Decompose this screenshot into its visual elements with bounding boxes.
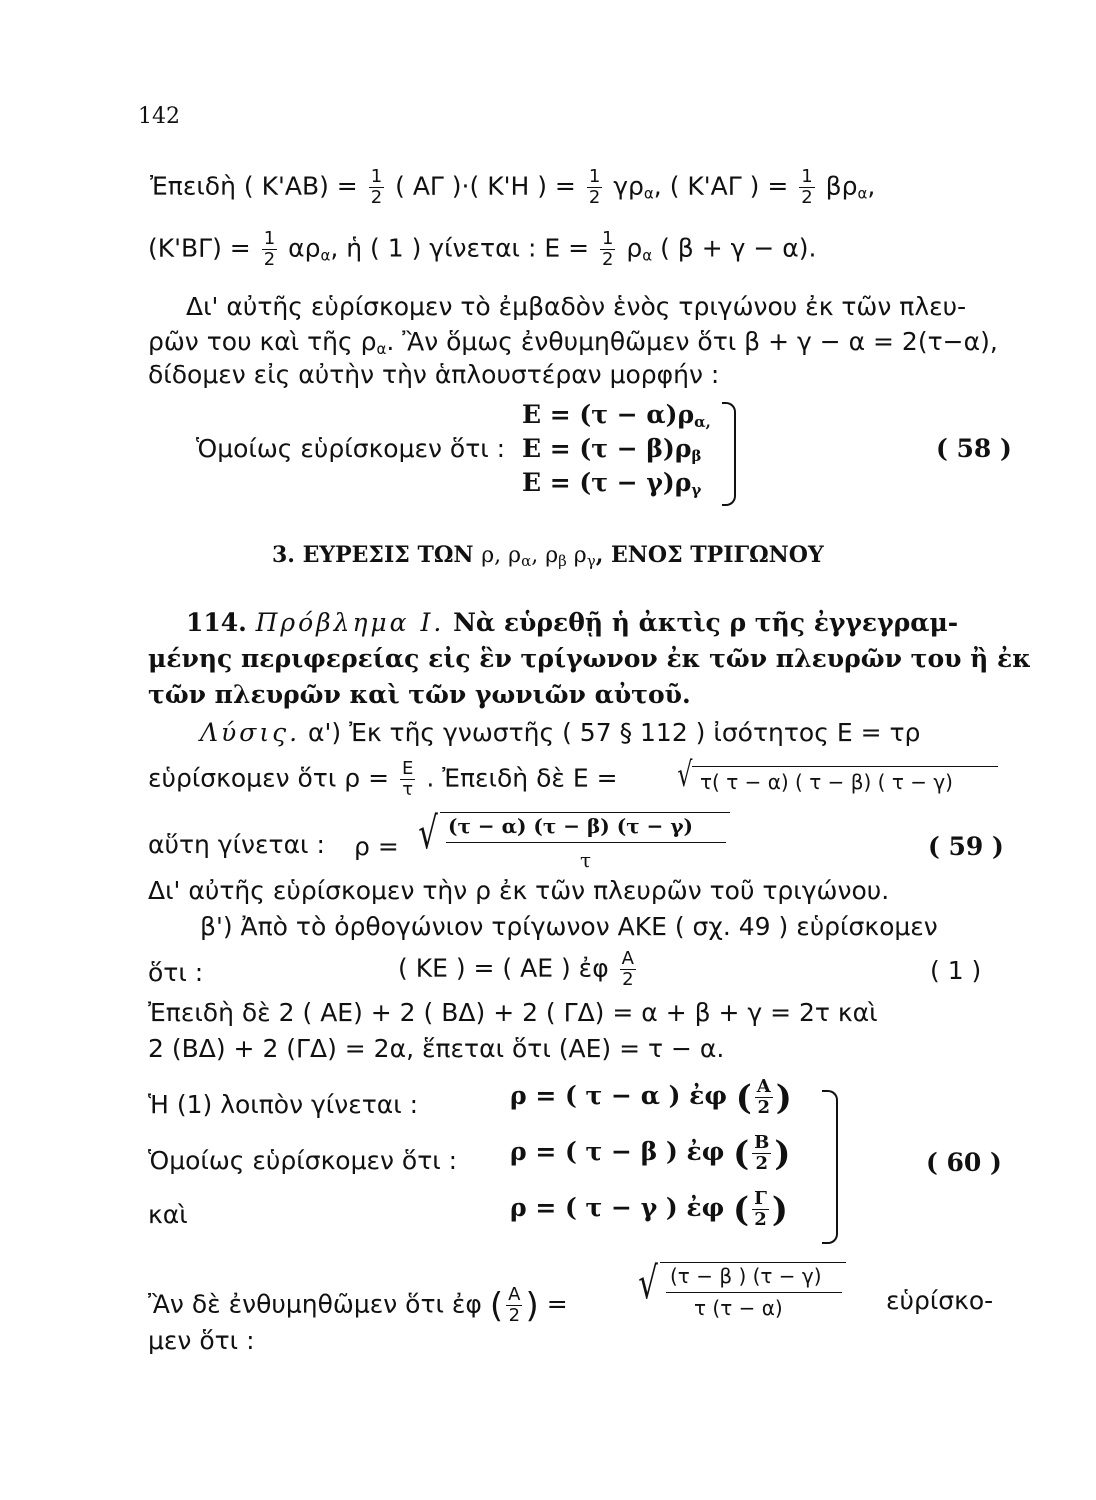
eq58-tag: ( 58 ) [936,434,1012,463]
solution-line-8: 2 (ΒΔ) + 2 (ΓΔ) = 2α, ἕπεται ὅτι (ΑΕ) = τ − α. [148,1034,725,1063]
brace [722,402,736,506]
formula-59-denominator: τ [580,848,592,872]
eq60-lead-1: Ἡ (1) λοιπὸν γίνεται : [148,1090,419,1119]
solution-line-4: Δι' αὐτῆς εὑρίσκομεν τὴν ρ ἐκ τῶν πλευρῶν τοῦ τριγώνου. [148,876,890,905]
solution-line-1: Λύσις. α') Ἐκ τῆς γνωστῆς ( 57 § 112 ) ἰσότητος Ε = τρ [200,718,921,747]
solution-line-7: Ἐπειδὴ δὲ 2 ( ΑΕ) + 2 ( ΒΔ) + 2 ( ΓΔ) = α + β + γ = 2τ καὶ [148,998,878,1027]
paragraph-line: δίδομεν εἰς αὐτὴν τὴν ἁπλουστέραν μορφήν : [148,360,720,389]
sqrt-symbol: √ [638,1258,658,1309]
radical-bar [660,1262,846,1263]
final-radical-denominator: τ (τ − α) [694,1296,783,1320]
rho-equals: ρ = [354,832,399,861]
eq58-row-1: $E = (\tau - \alpha)\rho_{\alpha,}$ [522,400,711,431]
eq58-row-2: $E = (\tau - \beta)\rho_\beta$ [522,434,702,465]
sqrt-symbol: √ [677,755,693,795]
solution-line-3: αὕτη γίνεται : [148,830,325,859]
fraction-bar [446,842,726,843]
final-line-1: Ἂν δὲ ἐνθυμηθῶμεν ὅτι ἐφ ( $\frac{A}{2}$ ) = [148,1284,568,1326]
solution-line-5: β') Ἀπὸ τὸ ὀρθογώνιον τρίγωνον ΑΚΕ ( σχ. 49 ) εὑρίσκομεν [200,912,938,941]
fraction-bar [666,1292,842,1293]
sqrt-symbol: √ [418,808,438,859]
equation-line-2: (Κ'ΒΓ) = $\frac{1}{2}$ $\alpha\rho_\alpha$, ἡ ( 1 ) γίνεται : Ε = $\frac{1}{2}$ $\rho_\alpha$ ( β + γ − α). [148,228,817,270]
page-number: 142 [138,104,180,129]
eq60-row-2: ρ = ( τ − β ) ἐφ ( $\frac{B}{2}$ ) [510,1132,791,1174]
problem-line-1: 114. Πρόβλημα Ι. Νὰ εὑρεθῇ ἡ ἀκτὶς ρ τῆς ἐγγεγραμ- [186,608,959,637]
solution-line-2: εὑρίσκομεν ὅτι ρ = $\frac{E}{\tau}$ . Ἐπειδὴ δὲ Ε = [148,758,618,800]
solution-line-6: ὅτι : [148,958,204,987]
radical-bar [440,812,730,813]
eq58-lead: Ὁμοίως εὑρίσκομεν ὅτι : [196,434,506,463]
eq58-row-3: $E = (\tau - \gamma)\rho_\gamma$ [522,468,702,499]
final-line-end: εὑρίσκο- [886,1286,994,1315]
final-line-2: μεν ὅτι : [148,1326,255,1355]
equation-line-1: Ἐπειδὴ ( Κ'ΑΒ) = $\frac{1}{2}$ ( ΑΓ )·( Κ'Η ) = $\frac{1}{2}$ $\gamma\rho_\alpha$, ( Κ'ΑΓ ) = $\frac{1}{2}$ $\beta\rho_\alpha$, [150,166,876,208]
eq60-row-1: ρ = ( τ − α ) ἐφ ( $\frac{A}{2}$ ) [510,1076,792,1118]
eq60-row-3: ρ = ( τ − γ ) ἐφ ( $\frac{\Gamma}{2}$ ) [510,1188,788,1230]
problem-line-3: τῶν πλευρῶν καὶ τῶν γωνιῶν αὐτοῦ. [148,680,691,709]
formula-59-numerator: (τ − α) (τ − β) (τ − γ) [448,814,693,838]
formula-ke: ( ΚΕ ) = ( ΑΕ ) ἐφ $\frac{A}{2}$ [398,948,634,990]
paragraph-line: Δι' αὐτῆς εὑρίσκομεν τὸ ἐμβαδὸν ἑνὸς τριγώνου ἐκ τῶν πλευ- [186,292,967,321]
final-radical-numerator: (τ − β ) (τ − γ) [670,1264,822,1288]
eq60-lead-2: Ὁμοίως εὑρίσκομεν ὅτι : [148,1146,458,1175]
eq60-tag: ( 60 ) [926,1148,1002,1177]
eq1-tag: ( 1 ) [930,956,982,985]
radical-bar [692,766,998,767]
problem-line-2: μένης περιφερείας εἰς ἓν τρίγωνον ἐκ τῶν πλευρῶν του ἢ ἐκ [148,644,1031,673]
eq59-tag: ( 59 ) [928,832,1004,861]
section-heading: 3. ΕΥΡΕΣΙΣ ΤΩΝ ρ, $\rho_\alpha$, $\rho_\beta$ $\rho_\gamma$, ΕΝΟΣ ΤΡΙΓΩΝΟΥ [272,542,824,570]
radicand: τ( τ − α) ( τ − β) ( τ − γ) [700,770,953,794]
paragraph-line: ρῶν του καὶ τῆς $\rho_\alpha$. Ἂν ὅμως ἐνθυμηθῶμεν ὅτι β + γ − α = 2(τ−α), [148,327,998,358]
brace [822,1090,838,1244]
eq60-lead-3: καὶ [148,1200,188,1229]
